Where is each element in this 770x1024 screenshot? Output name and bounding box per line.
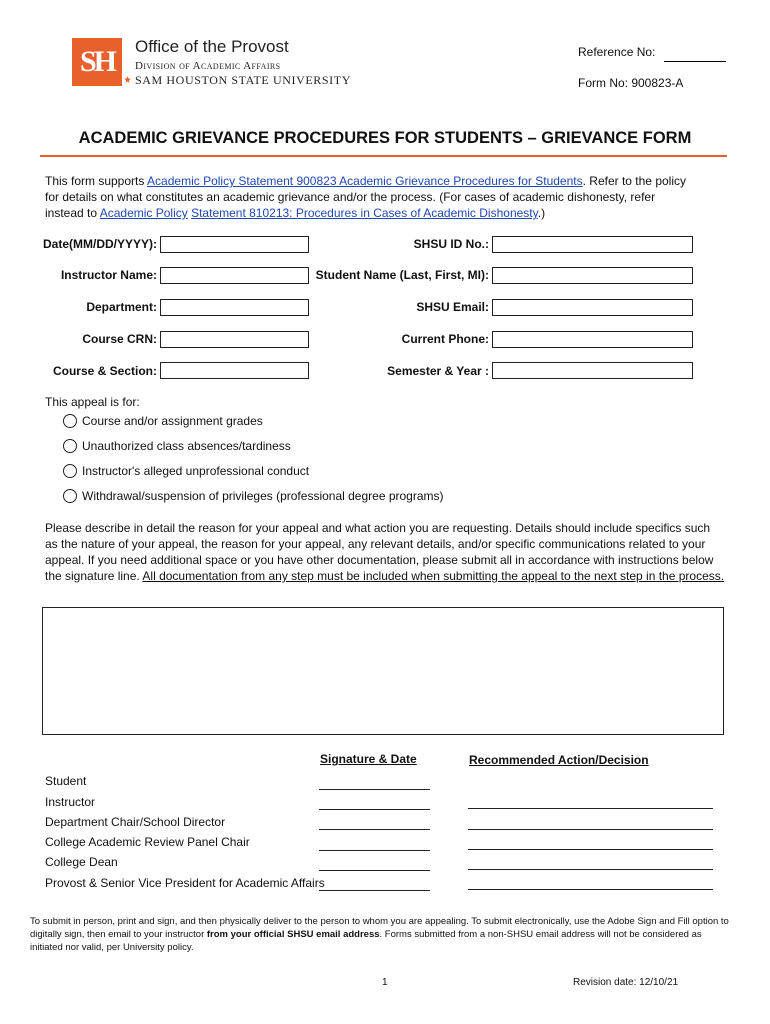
reference-label: Reference No: bbox=[578, 45, 656, 59]
chair-decision-line[interactable] bbox=[468, 829, 713, 830]
dean-decision-line[interactable] bbox=[468, 869, 713, 870]
dean-signature-line[interactable] bbox=[319, 870, 430, 871]
appeal-option-grades[interactable] bbox=[63, 414, 263, 428]
semester-year-input[interactable] bbox=[492, 362, 693, 379]
chair-signature-line[interactable] bbox=[319, 829, 430, 830]
instructor-name-label: Instructor Name: bbox=[60, 268, 157, 282]
department-label: Department: bbox=[86, 300, 157, 314]
intro-text: This form supports bbox=[45, 174, 148, 188]
appeal-option-absences[interactable] bbox=[63, 439, 291, 453]
footer-text: To submit in person, print and sign, and then physically deliver to the person to whom you are appealing. To submit electronically, use the Adobe Sign and Fill option to digitally sign, then email to your instructor bbox=[30, 916, 729, 940]
description-underlined: All documentation from any step must be included when submitting the appeal to the next step in the process. bbox=[142, 569, 725, 583]
submission-instructions bbox=[30, 915, 730, 954]
intro-text: . Refer to the policy for details on what constitutes an academic grievance and/or the process. (For cases of academic dishonesty, refer instead to bbox=[45, 174, 686, 220]
radio-button[interactable] bbox=[63, 439, 77, 453]
description-instructions bbox=[45, 520, 725, 584]
role-student: Student bbox=[45, 774, 87, 788]
radio-button[interactable] bbox=[63, 464, 77, 478]
shsu-logo: SH bbox=[72, 38, 122, 86]
role-provost: Provost & Senior Vice President for Academic Affairs bbox=[45, 876, 325, 890]
provost-signature-line[interactable] bbox=[319, 890, 430, 891]
shsu-email-input[interactable] bbox=[492, 299, 693, 316]
form-number: Form No: 900823-A bbox=[578, 76, 684, 90]
policy-810213-link[interactable]: Statement 810213: Procedures in Cases of Academic Dishonesty bbox=[191, 206, 538, 220]
instructor-decision-line[interactable] bbox=[468, 808, 713, 809]
policy-900823-link[interactable]: Academic Policy Statement 900823 Academic Grievance Procedures for Students bbox=[147, 174, 583, 188]
instructor-signature-line[interactable] bbox=[319, 809, 430, 810]
current-phone-label: Current Phone: bbox=[401, 332, 489, 346]
student-name-label: Student Name (Last, First, MI): bbox=[315, 268, 489, 282]
option-label: Withdrawal/suspension of privileges (professional degree programs) bbox=[82, 489, 444, 503]
title-divider bbox=[40, 155, 727, 157]
office-title: Office of the Provost bbox=[135, 37, 289, 56]
department-input[interactable] bbox=[160, 299, 309, 316]
provost-decision-line[interactable] bbox=[468, 889, 713, 890]
semester-year-label: Semester & Year : bbox=[387, 364, 489, 378]
course-crn-input[interactable] bbox=[160, 331, 309, 348]
current-phone-input[interactable] bbox=[492, 331, 693, 348]
page-number: 1 bbox=[382, 977, 388, 988]
role-review-panel-chair: College Academic Review Panel Chair bbox=[45, 835, 250, 849]
course-section-label: Course & Section: bbox=[52, 364, 157, 378]
panel-decision-line[interactable] bbox=[468, 849, 713, 850]
date-input[interactable] bbox=[160, 236, 309, 253]
form-title: ACADEMIC GRIEVANCE PROCEDURES FOR STUDENTS – GRIEVANCE FORM bbox=[78, 129, 692, 147]
shsu-email-label: SHSU Email: bbox=[416, 300, 489, 314]
star-icon bbox=[124, 76, 131, 83]
shsu-id-label: SHSU ID No.: bbox=[413, 237, 489, 251]
reference-input-line[interactable] bbox=[664, 61, 726, 62]
panel-signature-line[interactable] bbox=[319, 850, 430, 851]
shsu-id-input[interactable] bbox=[492, 236, 693, 253]
intro-text: .) bbox=[537, 206, 546, 220]
course-section-input[interactable] bbox=[160, 362, 309, 379]
footer-bold: from your official SHSU email address bbox=[206, 929, 380, 940]
option-label: Unauthorized class absences/tardiness bbox=[82, 439, 291, 453]
option-label: Instructor's alleged unprofessional conduct bbox=[82, 464, 310, 478]
instructor-name-input[interactable] bbox=[160, 267, 309, 284]
signature-date-header: Signature & Date bbox=[320, 752, 417, 766]
division-name: Division of Academic Affairs bbox=[135, 60, 281, 72]
student-signature-line[interactable] bbox=[319, 789, 430, 790]
policy-810213-link[interactable]: Academic Policy bbox=[99, 206, 188, 220]
appeal-option-withdrawal[interactable] bbox=[63, 489, 444, 503]
date-label: Date(MM/DD/YYYY): bbox=[42, 237, 157, 251]
appeal-type-label: This appeal is for: bbox=[45, 395, 140, 409]
role-department-chair: Department Chair/School Director bbox=[45, 815, 226, 829]
option-label: Course and/or assignment grades bbox=[82, 414, 263, 428]
student-name-input[interactable] bbox=[492, 267, 693, 284]
role-instructor: Instructor bbox=[45, 795, 96, 809]
radio-button[interactable] bbox=[63, 489, 77, 503]
recommended-action-header: Recommended Action/Decision bbox=[469, 753, 649, 767]
footer-text: . Forms submitted from a non-SHSU email address will not be considered as initiated nor valid, per University policy. bbox=[30, 929, 702, 953]
intro-paragraph bbox=[45, 173, 695, 221]
appeal-description-textarea[interactable] bbox=[42, 607, 724, 735]
description-text: Please describe in detail the reason for your appeal and what action you are requesting. Details should include specifics such as the nature of your appeal, the reason for your appeal, any relevant details, and/or specific communications related to your appeal. If you need additional space or you have other documentation, please submit all in accordance with instructions below the signature line. bbox=[45, 521, 714, 583]
university-name: SAM HOUSTON STATE UNIVERSITY bbox=[135, 73, 351, 87]
role-college-dean: College Dean bbox=[45, 855, 118, 869]
appeal-option-conduct[interactable] bbox=[63, 464, 309, 478]
course-crn-label: Course CRN: bbox=[82, 332, 157, 346]
radio-button[interactable] bbox=[63, 414, 77, 428]
revision-date: Revision date: 12/10/21 bbox=[573, 977, 679, 988]
